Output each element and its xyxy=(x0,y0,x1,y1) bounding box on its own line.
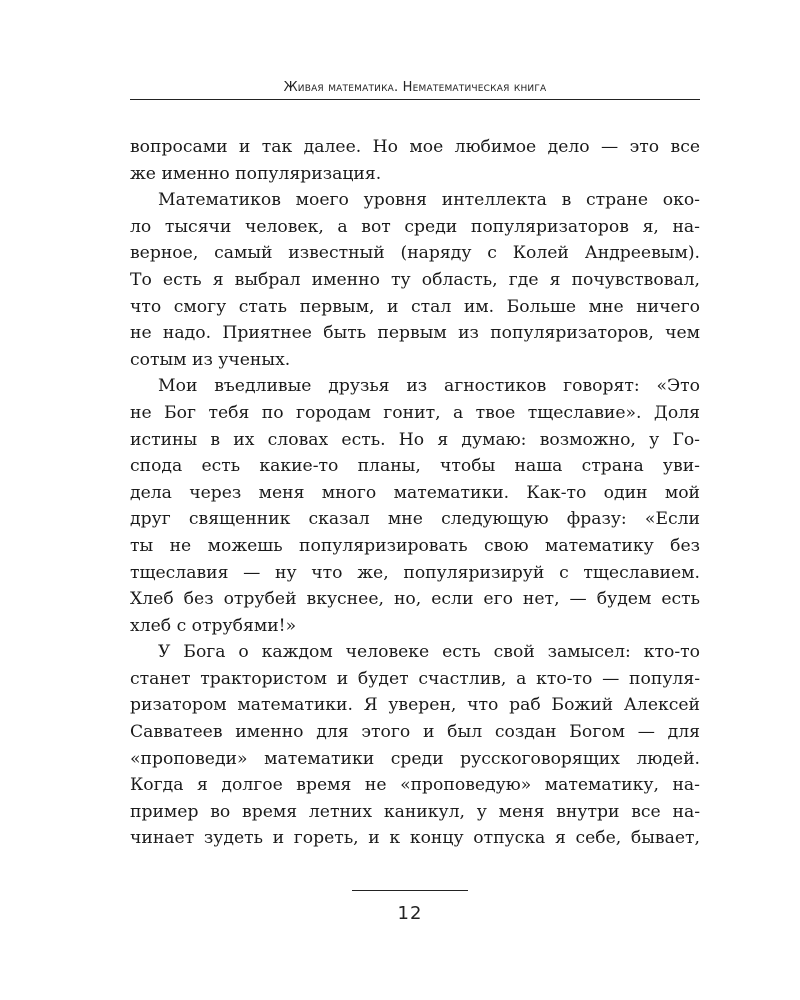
text-line: станет трактористом и будет счастлив, а кто-то — популя- xyxy=(130,668,700,689)
text-line: спода есть какие-то планы, чтобы наша страна уви- xyxy=(130,456,700,477)
text-line: сотым из ученых. xyxy=(130,349,291,370)
text-line: ризатором математики. Я уверен, что раб Божий Алексей xyxy=(130,695,700,716)
text-line: Савватеев именно для этого и был создан Богом — для xyxy=(130,722,700,743)
text-line: «проповеди» математики среди русскоговорящих людей. xyxy=(130,748,700,769)
body-text xyxy=(130,134,700,852)
text-line: вопросами и так далее. Но мое любимое дело — это все xyxy=(130,137,700,157)
text-line: ло тысячи человек, а вот среди популяризаторов я, на- xyxy=(130,216,700,237)
text-line: ты не можешь популяризировать свою математику без xyxy=(130,535,700,556)
text-line: хлеб с отрубями!» xyxy=(130,615,297,636)
text-line: не надо. Приятнее быть первым из популяризаторов, чем xyxy=(130,323,700,344)
text-line: дела через меня много математики. Как-то один мой xyxy=(130,482,700,503)
text-line: что смогу стать первым, и стал им. Больше мне ничего xyxy=(130,296,700,317)
running-header: Живая математика. Нематематическая книга xyxy=(283,80,547,95)
text-line: Когда я долгое время не «проповедую» математику, на- xyxy=(130,775,700,796)
text-line: чинает зудеть и гореть, и к концу отпуска я себе, бывает, xyxy=(130,828,700,849)
header-rule xyxy=(130,99,700,100)
text-line: друг священник сказал мне следующую фразу: «Если xyxy=(130,509,700,530)
text-line: верное, самый известный (наряду с Колей Андреевым). xyxy=(130,243,700,264)
text-line: У Бога о каждом человеке есть свой замысел: кто-то xyxy=(158,642,700,663)
text-line: же именно популяризация. xyxy=(130,163,382,184)
text-line: Математиков моего уровня интеллекта в стране око- xyxy=(158,190,700,211)
text-line: Мои въедливые друзья из агностиков говорят: «Это xyxy=(158,376,700,397)
text-line: истины в их словах есть. Но я думаю: возможно, у Го- xyxy=(130,429,700,450)
text-line: Хлеб без отрубей вкуснее, но, если его нет, — будем есть xyxy=(130,589,700,610)
page-number: 12 xyxy=(397,903,423,924)
text-line: То есть я выбрал именно ту область, где я почувствовал, xyxy=(130,269,700,290)
text-line: не Бог тебя по городам гонит, а твое тщеславие». Доля xyxy=(130,402,700,423)
text-line: тщеславия — ну что же, популяризируй с тщеславием. xyxy=(130,562,700,583)
text-line: пример во время летних каникул, у меня внутри все на- xyxy=(130,801,700,822)
footer-rule xyxy=(352,890,468,891)
